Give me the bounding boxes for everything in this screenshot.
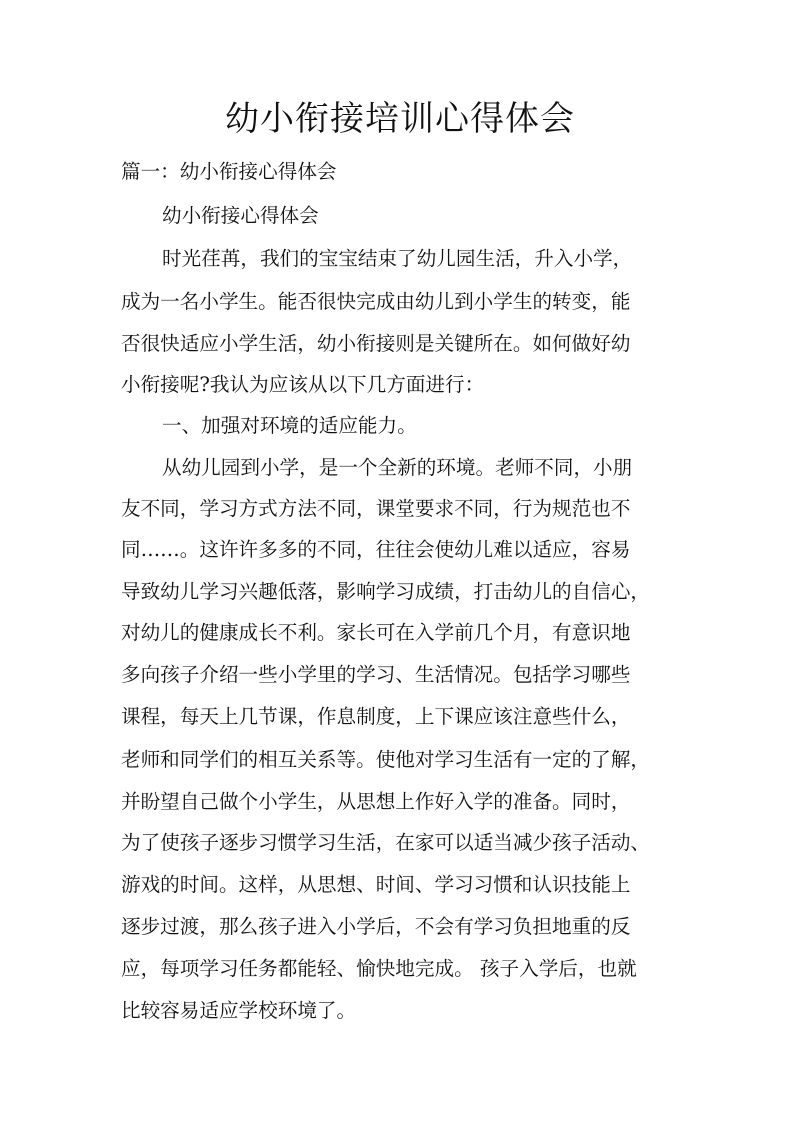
paragraph-line: 为了使孩子逐步习惯学习生活，在家可以适当减少孩子活动、 [121,831,651,854]
paragraph-line: 友不同，学习方式方法不同，课堂要求不同，行为规范也不 [121,497,631,520]
paragraph-line: 导致幼儿学习兴趣低落，影响学习成绩，打击幼儿的自信心， [121,580,651,603]
paragraph-line: 成为一名小学生。能否很快完成由幼儿到小学生的转变，能 [121,290,631,313]
paragraph-line: 课程，每天上几节课，作息制度，上下课应该注意些什么， [121,705,631,728]
paragraph-line: 并盼望自己做个小学生，从思想上作好入学的准备。同时， [121,790,631,813]
paragraph-line: 时光荏苒，我们的宝宝结束了幼儿园生活，升入小学， [162,247,633,270]
paragraph-line: 应，每项学习任务都能轻、愉快地完成。 孩子入学后，也就 [121,957,637,980]
point-heading: 一、加强对环境的适应能力。 [162,414,417,437]
paragraph-line: 比较容易适应学校环境了。 [121,999,357,1022]
paragraph-line: 同……。这许许多多的不同，往往会使幼儿难以适应，容易 [121,538,631,561]
paragraph-line: 老师和同学们的相互关系等。使他对学习生活有一定的了解， [121,748,651,771]
paragraph-line: 否很快适应小学生活，幼小衔接则是关键所在。如何做好幼 [121,332,631,355]
subheading: 幼小衔接心得体会 [162,204,319,227]
paragraph-line: 逐步过渡，那么孩子进入小学后，不会有学习负担地重的反 [121,915,631,938]
section-heading: 篇一：幼小衔接心得体会 [121,160,337,183]
document-title: 幼小衔接培训心得体会 [225,99,575,139]
paragraph-line: 游戏的时间。这样，从思想、时间、学习习惯和认识技能上 [121,873,631,896]
paragraph-line: 多向孩子介绍一些小学里的学习、生活情况。包括学习哪些 [121,663,631,686]
paragraph-line: 从幼儿园到小学，是一个全新的环境。老师不同，小朋 [162,456,633,479]
paragraph-line: 小衔接呢?我认为应该从以下几方面进行： [121,373,485,396]
paragraph-line: 对幼儿的健康成长不利。家长可在入学前几个月，有意识地 [121,621,631,644]
